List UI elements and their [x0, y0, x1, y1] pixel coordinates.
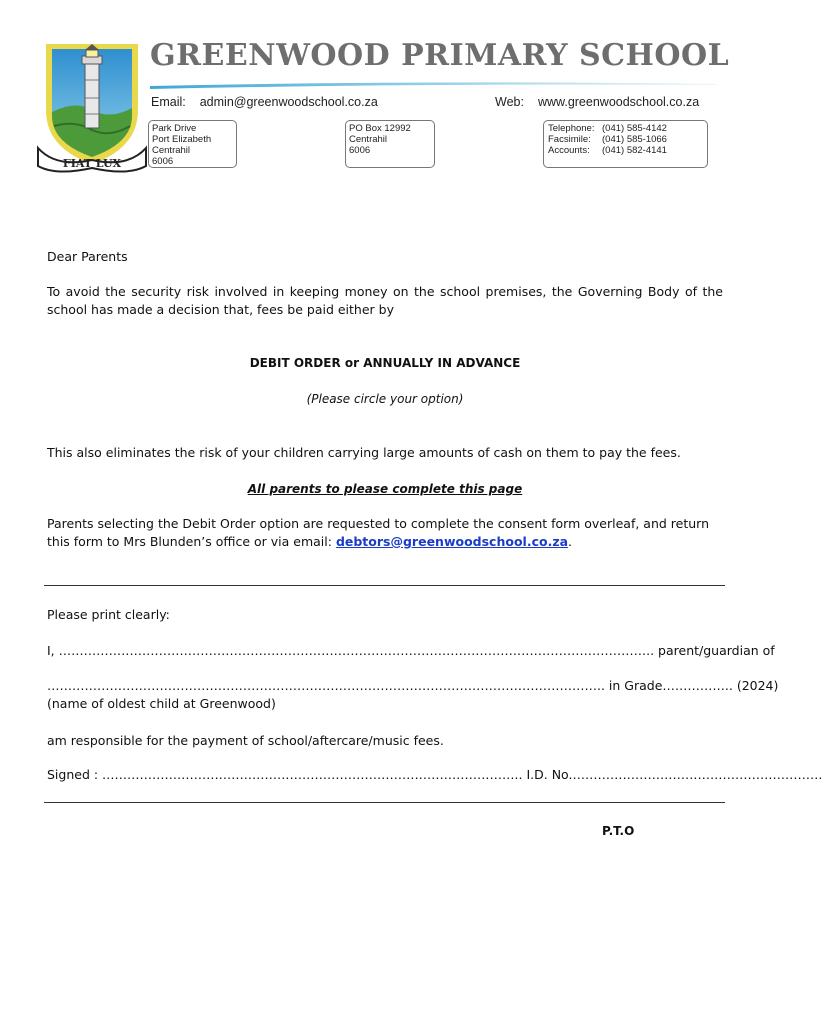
- phone-value: (041) 585-1066: [602, 134, 667, 145]
- greeting: Dear Parents: [47, 249, 128, 264]
- child-name-field[interactable]: …………………………………………………………………………………………………………………….. in Grade: [47, 678, 663, 693]
- address-line: Park Drive: [152, 123, 197, 134]
- child-name-line[interactable]: [47, 677, 779, 695]
- circle-option-note: (Please circle your option): [306, 392, 464, 406]
- phone-value: (041) 585-4142: [602, 123, 667, 134]
- paragraph-end: .: [568, 534, 573, 549]
- phone-row: [548, 145, 704, 156]
- please-turn-over: P.T.O: [602, 824, 635, 838]
- phone-value: (041) 582-4141: [602, 145, 667, 156]
- complete-page-heading: All parents to please complete this page: [247, 482, 523, 496]
- guardian-name-line[interactable]: [47, 642, 775, 660]
- phone-label: Facsimile:: [548, 134, 591, 145]
- paragraph-line-2: [47, 533, 709, 551]
- id-number-field[interactable]: ……………………………………………………: [572, 767, 822, 782]
- payment-options-heading: DEBIT ORDER or ANNUALLY IN ADVANCE: [249, 356, 521, 370]
- header-email: [151, 95, 378, 109]
- postal-address-box: [345, 120, 435, 168]
- grade-field[interactable]: …………….. (2024): [662, 678, 779, 693]
- header-web: [495, 95, 699, 109]
- email-address[interactable]: admin@greenwoodschool.co.za: [199, 95, 378, 109]
- street-address-box: [148, 120, 237, 168]
- address-line: 6006: [152, 156, 174, 167]
- phone-numbers-box: [543, 120, 708, 168]
- phone-row: [548, 123, 704, 134]
- paragraph-line: school has made a decision that, fees be paid either by: [47, 302, 394, 317]
- form-divider-top: [44, 585, 725, 586]
- web-label: Web:: [495, 95, 524, 109]
- address-line: Port Elizabeth: [152, 134, 212, 145]
- address-line: Centrahil: [349, 134, 388, 145]
- guardian-name-field[interactable]: I, …………………………………………………………………………………………………………………………….. parent/: [47, 643, 704, 658]
- child-name-note: (name of oldest child at Greenwood): [47, 696, 276, 711]
- address-line: PO Box 12992: [349, 123, 411, 134]
- address-line: Centrahil: [152, 145, 191, 156]
- print-clearly-instruction: Please print clearly:: [47, 607, 170, 622]
- paragraph-security-risk: [47, 283, 723, 319]
- address-line: 6006: [349, 145, 371, 156]
- email-label: Email:: [151, 95, 186, 109]
- paragraph-debit-order: [47, 515, 709, 551]
- form-divider-bottom: [44, 802, 725, 803]
- school-name: GREENWOOD PRIMARY SCHOOL: [150, 38, 730, 73]
- guardian-label: guardian of: [703, 643, 775, 658]
- paragraph-line: To avoid the security risk involved in keeping money on the school premises, the Governing Body of the: [47, 284, 723, 299]
- paragraph-cash-risk: This also eliminates the risk of your children carrying large amounts of cash on them to pay the fees.: [47, 445, 681, 460]
- school-crest-logo: [36, 40, 148, 176]
- paragraph-line: Parents selecting the Debit Order option are requested to complete the consent form overleaf, and return: [47, 516, 710, 531]
- responsibility-statement: am responsible for the payment of school/aftercare/music fees.: [47, 733, 444, 748]
- paragraph-text: this form to Mrs Blunden’s office or via email:: [47, 534, 336, 549]
- debtors-email-link[interactable]: debtors@greenwoodschool.co.za: [335, 534, 569, 549]
- phone-label: Telephone:: [548, 123, 595, 134]
- header-swoosh-divider: [150, 80, 716, 90]
- svg-text:FIAT LUX: FIAT LUX: [62, 157, 122, 170]
- web-address[interactable]: www.greenwoodschool.co.za: [537, 95, 700, 109]
- phone-row: [548, 134, 704, 145]
- phone-label: Accounts:: [548, 145, 590, 156]
- signature-line[interactable]: [47, 766, 822, 784]
- signature-field[interactable]: Signed : ……………………………………………………………………………………….. I.D. No.: [47, 767, 573, 782]
